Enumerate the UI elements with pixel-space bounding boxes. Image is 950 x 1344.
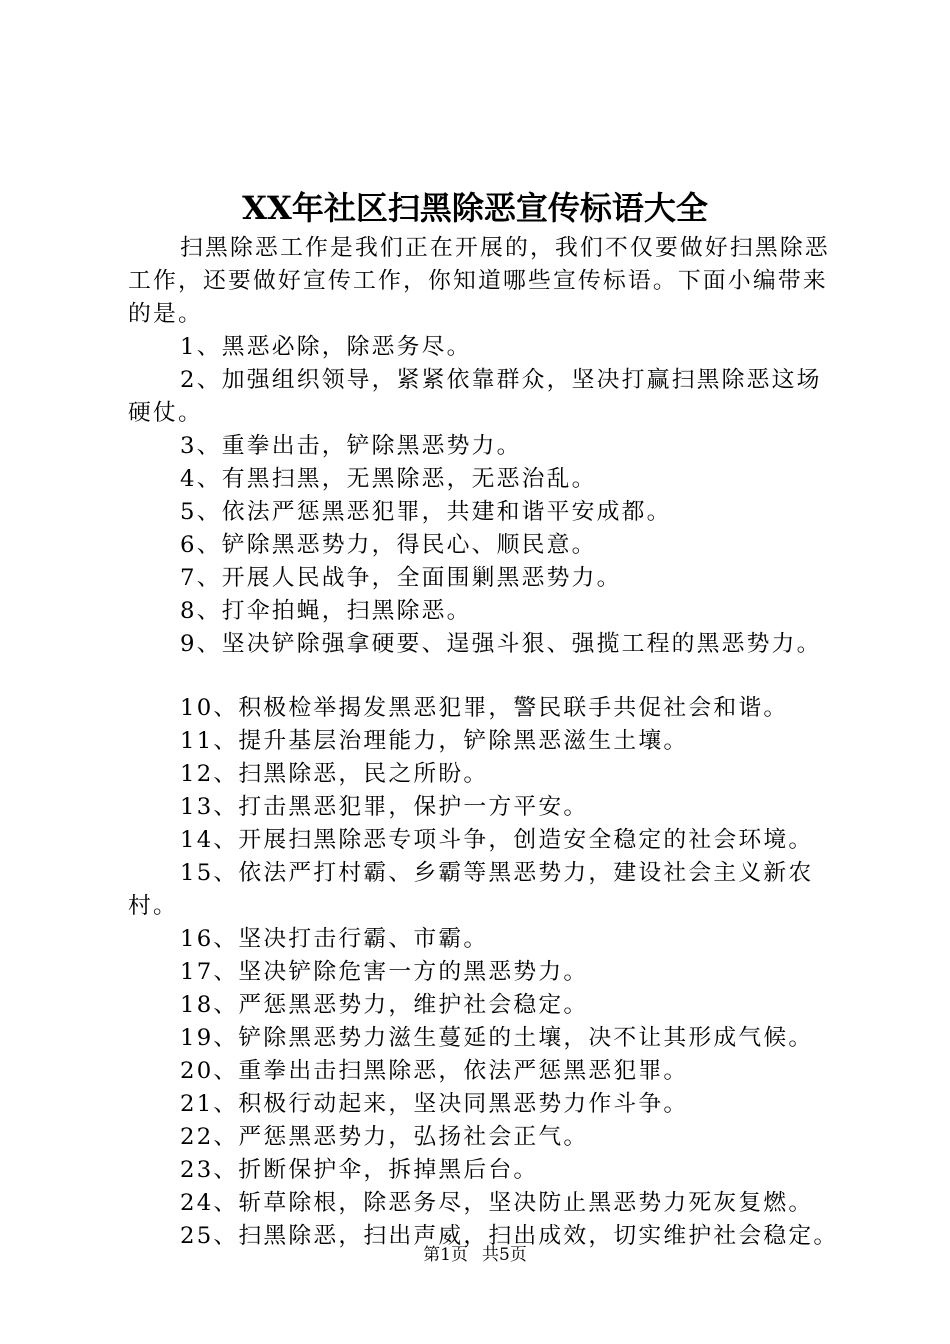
slogan-item: 22、严惩黑恶势力，弘扬社会正气。 <box>180 1124 589 1150</box>
slogan-item: 3、重拳出击，铲除黑恶势力。 <box>180 433 522 459</box>
slogan-item: 14、开展扫黑除恶专项斗争，创造安全稳定的社会环境。 <box>180 827 814 853</box>
page-footer <box>0 1243 950 1267</box>
slogan-item: 18、严惩黑恶势力，维护社会稳定。 <box>180 992 589 1018</box>
slogan-item: 8、打伞拍蝇，扫黑除恶。 <box>180 598 472 624</box>
page-number: 第1页 <box>423 1245 468 1265</box>
slogan-item: 9、坚决铲除强拿硬要、逞强斗狠、强揽工程的黑恶势力。 <box>180 631 822 657</box>
page-total: 共5页 <box>482 1245 527 1265</box>
document-title: XX年社区扫黑除恶宣传标语大全 <box>242 189 708 227</box>
slogan-item: 17、坚决铲除危害一方的黑恶势力。 <box>180 959 589 985</box>
slogan-item: 24、斩草除根，除恶务尽，坚决防止黑恶势力死灰复燃。 <box>180 1190 814 1216</box>
slogan-item: 6、铲除黑恶势力，得民心、顺民意。 <box>180 532 597 558</box>
slogan-item: 19、铲除黑恶势力滋生蔓延的土壤，决不让其形成气候。 <box>180 1025 814 1051</box>
slogan-item: 12、扫黑除恶，民之所盼。 <box>180 761 489 787</box>
slogan-item: 13、打击黑恶犯罪，保护一方平安。 <box>180 794 589 820</box>
slogan-item: 11、提升基层治理能力，铲除黑恶滋生土壤。 <box>180 728 689 754</box>
slogan-item: 15、依法严打村霸、乡霸等黑恶势力，建设社会主义新农村。 <box>128 860 814 919</box>
slogan-item: 5、依法严惩黑恶犯罪，共建和谐平安成都。 <box>180 499 672 525</box>
document-body <box>128 232 840 1253</box>
slogan-item: 21、积极行动起来，坚决同黑恶势力作斗争。 <box>180 1091 689 1117</box>
slogan-item: 7、开展人民战争，全面围剿黑恶势力。 <box>180 565 622 591</box>
slogan-item: 1、黑恶必除，除恶务尽。 <box>180 334 472 360</box>
intro-paragraph: 扫黑除恶工作是我们正在开展的，我们不仅要做好扫黑除恶工作，还要做好宣传工作，你知道哪些宣传标语。下面小编带来的是。 <box>128 235 830 327</box>
slogan-item: 20、重拳出击扫黑除恶，依法严惩黑恶犯罪。 <box>180 1058 689 1084</box>
slogan-item: 23、折断保护伞，拆掉黑后台。 <box>180 1157 539 1183</box>
slogan-item: 16、坚决打击行霸、市霸。 <box>180 926 489 952</box>
slogan-item: 2、加强组织领导，紧紧依靠群众，坚决打赢扫黑除恶这场硬仗。 <box>128 367 822 426</box>
slogan-item: 25、扫黑除恶，扫出声威，扫出成效，切实维护社会稳定。 <box>180 1223 839 1249</box>
slogan-item: 4、有黑扫黑，无黑除恶，无恶治乱。 <box>180 466 597 492</box>
slogan-item: 10、积极检举揭发黑恶犯罪，警民联手共促社会和谐。 <box>180 695 789 721</box>
